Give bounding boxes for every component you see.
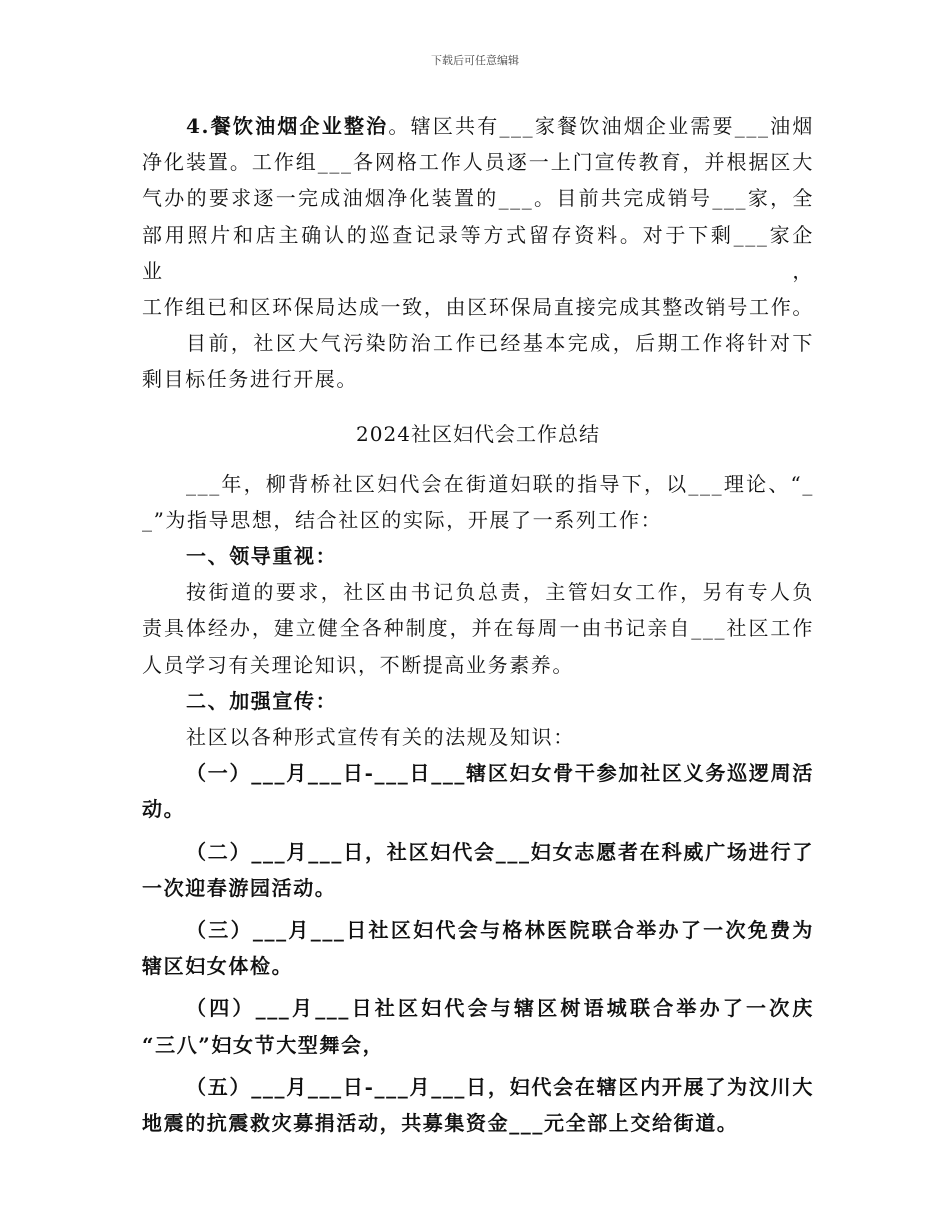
item-1-line-2: 动。	[142, 797, 186, 822]
para2-text: 社区以各种形式宣传有关的法规及知识：	[186, 725, 575, 750]
section4-line-1: 4.餐饮油烟企业整治。辖区共有___家餐饮油烟企业需要___油烟	[186, 114, 814, 138]
document-body	[142, 108, 814, 1141]
item-3-line-1: （三）___月___日社区妇代会与格林医院联合举办了一次免费为	[186, 918, 814, 943]
para1-line-1: 按街道的要求，社区由书记负总责，主管妇女工作，另有专人负	[186, 580, 814, 605]
section4-line-3: 气办的要求逐一完成油烟净化装置的___。目前共完成销号___家，全	[142, 186, 814, 211]
item-5-line-2: 地震的抗震救灾募捐活动，共募集资金___元全部上交给街道。	[142, 1111, 739, 1136]
item-4-line-1: （四）___月___日社区妇代会与辖区树语城联合举办了一次庆	[186, 996, 814, 1021]
heading-publicity: 二、加强宣传：	[186, 688, 338, 713]
item-2-line-2: 一次迎春游园活动。	[142, 875, 337, 900]
item-1-line-1: （一）___月___日-___日___辖区妇女骨干参加社区义务巡逻周活	[186, 761, 814, 786]
section4-line-2: 净化装置。工作组___各网格工作人员逐一上门宣传教育，并根据区大	[142, 150, 814, 175]
section4-label: 4.餐饮油烟企业整治	[186, 114, 389, 138]
intro-line-1: ___年，柳背桥社区妇代会在街道妇联的指导下，以___理论、“_	[186, 471, 814, 496]
item-3-line-2: 辖区妇女体检。	[142, 954, 294, 979]
closing-line-2: 剩目标任务进行开展。	[142, 367, 358, 392]
section4-line-5: 工作组已和区环保局达成一致，由区环保局直接完成其整改销号工作。	[142, 295, 814, 320]
item-5-line-1: （五）___月___日-___月___日，妇代会在辖区内开展了为汶川大	[186, 1074, 814, 1099]
item-2-line-1: （二）___月___日，社区妇代会___妇女志愿者在科威广场进行了	[186, 839, 814, 864]
closing-line-1: 目前，社区大气污染防治工作已经基本完成，后期工作将针对下	[186, 331, 814, 356]
page-header: 下载后可任意编辑	[431, 54, 519, 67]
section4-line-4: 部用照片和店主确认的巡查记录等方式留存资料。对于下剩___家企业，	[142, 222, 814, 283]
heading-leadership: 一、领导重视：	[186, 544, 338, 569]
para1-line-2: 责具体经办，建立健全各种制度，并在每周一由书记亲自___社区工作	[142, 616, 814, 641]
item-4-line-2: “三八”妇女节大型舞会，	[142, 1032, 385, 1057]
para1-line-3: 人员学习有关理论知识，不断提高业务素养。	[142, 652, 574, 677]
intro-line-2: _”为指导思想，结合社区的实际，开展了一系列工作：	[142, 507, 663, 532]
document-title: 2024社区妇代会工作总结	[356, 421, 600, 446]
